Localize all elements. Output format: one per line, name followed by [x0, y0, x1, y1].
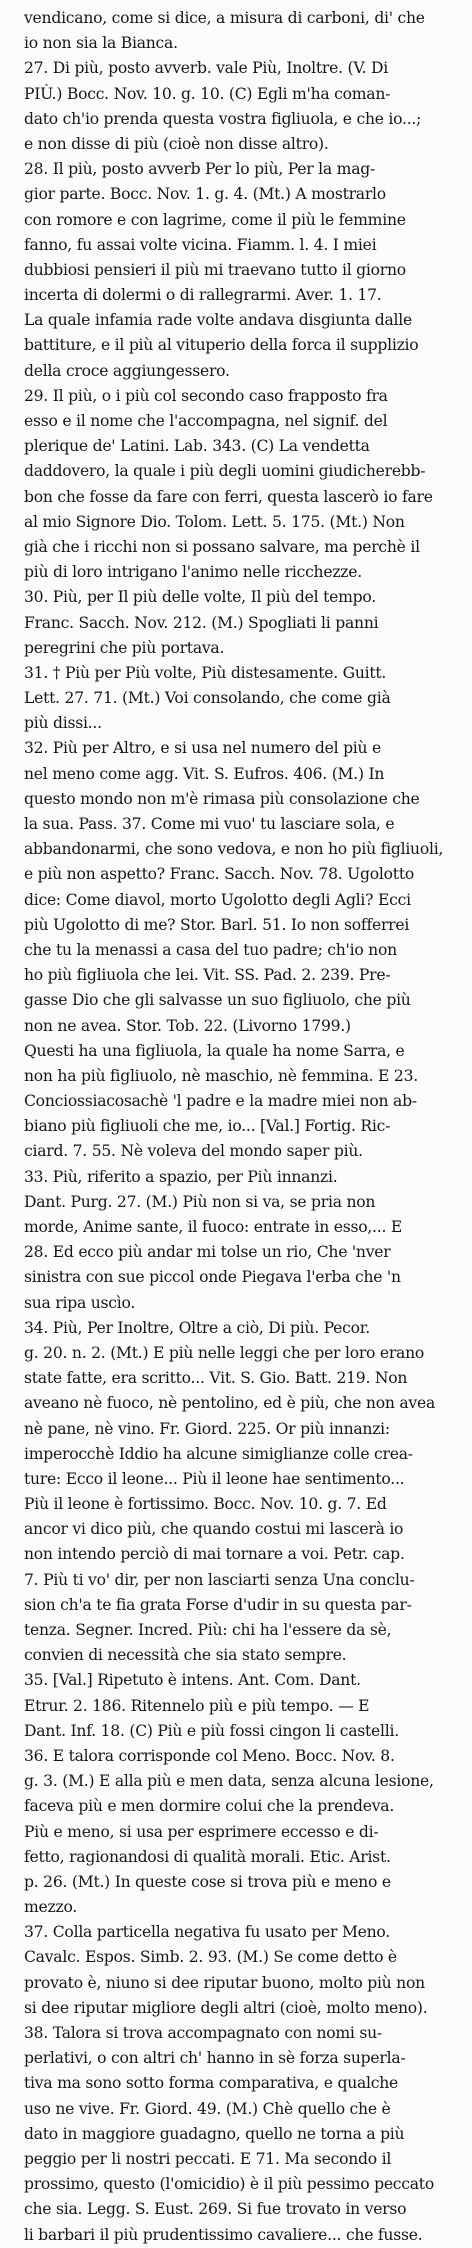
- text-line: 37. Colla particella negativa fu usato per Meno.: [24, 1923, 391, 1942]
- text-line: 28. Il più, posto avverb Per lo più, Per la mag-: [24, 160, 376, 179]
- text-line: la sua. Pass. 37. Come mi vuo' tu lasciare sola, e: [24, 815, 395, 833]
- text-line: e non disse di più (cioè non disse altro).: [24, 134, 329, 153]
- text-line: battiture, e il più al vituperio della forca il supplizio: [24, 336, 419, 355]
- text-line: fanno, fu assai volte vicina. Fiamm. l. 4. I miei: [24, 235, 377, 254]
- text-line: più dissi...: [24, 714, 102, 733]
- text-line: mezzo.: [24, 1898, 78, 1917]
- text-line: Conciossiacosachè 'l padre e la madre miei non ab-: [24, 1092, 417, 1111]
- text-line: daddovero, la quale i più degli uomini giudicherebb-: [24, 462, 426, 481]
- text-line: dato in maggiore guadagno, quello ne torna a più: [24, 2124, 405, 2143]
- text-line: provato è, niuno si dee riputar buono, molto più non: [24, 1973, 425, 1992]
- text-line: prossimo, questo (l'omicidio) è il più pessimo peccato: [24, 2175, 434, 2194]
- text-line: esso e il nome che l'accompagna, nel signif. del: [24, 412, 388, 430]
- text-line: li barbari il più prudentissimo cavaliere... che fusse.: [24, 2225, 423, 2244]
- text-line: al mio Signore Dio. Tolom. Lett. 5. 175. (Mt.) Non: [24, 512, 405, 531]
- text-line: Dant. Purg. 27. (M.) Più non si va, se pria non: [24, 1192, 376, 1211]
- text-line: fetto, ragionandosi di qualità morali. Etic. Arist.: [24, 1847, 391, 1866]
- text-line: convien di necessità che sia stato sempre.: [24, 1646, 347, 1665]
- text-line: più Ugolotto di me? Stor. Barl. 51. Io non sofferrei: [24, 915, 410, 934]
- text-line: 35. [Val.] Ripetuto è intens. Ant. Com. Dant.: [24, 1671, 361, 1690]
- text-line: 7. Più ti vo' dir, per non lasciarti senza Una conclu-: [24, 1570, 415, 1589]
- text-line: 33. Più, riferito a spazio, per Più innanzi.: [24, 1167, 338, 1186]
- text-line: ancor vi dico più, che quando costui mi lascerà io: [24, 1520, 404, 1539]
- text-line: state fatte, era scritto... Vit. S. Gio. Batt. 219. Non: [24, 1369, 408, 1388]
- text-line: Più e meno, si usa per esprimere eccesso e di-: [24, 1822, 379, 1841]
- text-line: perlativi, o con altri ch' hanno in sè forza superla-: [24, 2049, 406, 2068]
- text-line: uso ne vive. Fr. Giord. 49. (M.) Chè quello che è: [24, 2099, 391, 2118]
- text-line: io non sia la Bianca.: [24, 34, 178, 53]
- text-line: abbandonarmi, che sono vedova, e non ho più figliuoli,: [24, 840, 444, 859]
- text-line: plerique de' Latini. Lab. 343. (C) La vendetta: [24, 437, 370, 456]
- text-line: si dee riputar migliore degli altri (cioè, molto meno).: [24, 1998, 428, 2017]
- text-line: incerta di dolermi o di rallegrarmi. Aver. 1. 17.: [24, 286, 382, 305]
- text-line: e più non aspetto? Franc. Sacch. Nov. 78. Ugolotto: [24, 865, 414, 884]
- text-line: peggio per li nostri peccati. E 71. Ma secondo il: [24, 2149, 392, 2168]
- text-line: tiva ma sono sotto forma comparativa, e qualche: [24, 2074, 399, 2093]
- text-line: sua ripa uscìo.: [24, 1293, 136, 1312]
- text-line: 31. † Più per Più volte, Più distesamente. Guitt.: [24, 663, 387, 682]
- text-line: Questi ha una figliuola, la quale ha nome Sarra, e: [24, 1041, 405, 1060]
- text-line: La quale infamia rade volte andava disgiunta dalle: [24, 311, 412, 330]
- text-line: non ha più figliuolo, nè maschio, nè femmina. E 23.: [24, 1066, 418, 1085]
- text-line: 38. Talora si trova accompagnato con nomi su-: [24, 2024, 382, 2042]
- text-line: bon che fosse da fare con ferri, questa lascerò io fare: [24, 487, 433, 506]
- text-line: che sia. Legg. S. Eust. 269. Si fue trovato in verso: [24, 2200, 407, 2219]
- text-line: PIÙ.) Bocc. Nov. 10. g. 10. (C) Egli m'ha coman-: [24, 84, 391, 103]
- text-line: con romore e con lagrime, come il più le femmine: [24, 210, 406, 229]
- text-line: 29. Il più, o i più col secondo caso frapposto fra: [24, 386, 388, 405]
- text-line: Lett. 27. 71. (Mt.) Voi consolando, che come già: [24, 689, 391, 708]
- text-line: Franc. Sacch. Nov. 212. (M.) Spogliati li panni: [24, 613, 379, 632]
- text-line: peregrini che più portava.: [24, 638, 225, 657]
- text-line: non intendo perciò di mai tornare a voi. Petr. cap.: [24, 1545, 405, 1564]
- text-line: 30. Più, per Il più delle volte, Il più del tempo.: [24, 588, 376, 607]
- text-line: Etrur. 2. 186. Ritennelo più e più tempo. — E: [24, 1696, 370, 1715]
- text-line: non ne avea. Stor. Tob. 22. (Livorno 1799.): [24, 1016, 351, 1035]
- text-line: questo mondo non m'è rimasa più consolazione che: [24, 789, 420, 808]
- text-line: imperocchè Iddio ha alcune simiglianze colle crea-: [24, 1444, 413, 1463]
- text-line: dice: Come diavol, morto Ugolotto degli Agli? Ecci: [24, 890, 411, 909]
- text-line: g. 20. n. 2. (Mt.) E più nelle leggi che per loro erano: [24, 1343, 425, 1362]
- text-line: dubbiosi pensieri il più mi traevano tutto il giorno: [24, 260, 406, 279]
- text-line: che tu la menassi a casa del tuo padre; ch'io non: [24, 940, 397, 959]
- text-line: p. 26. (Mt.) In queste cose si trova più e meno e: [24, 1872, 391, 1891]
- text-line: ciard. 7. 55. Nè voleva del mondo saper più.: [24, 1142, 363, 1161]
- text-line: ho più figliuola che lei. Vit. SS. Pad. 2. 239. Pre-: [24, 966, 391, 985]
- text-line: g. 3. (M.) E alla più e men data, senza alcuna lesione,: [24, 1772, 434, 1791]
- text-line: gior parte. Bocc. Nov. 1. g. 4. (Mt.) A mostrarlo: [24, 185, 386, 204]
- text-line: 36. E talora corrisponde col Meno. Bocc. Nov. 8.: [24, 1746, 395, 1765]
- text-line: già che i ricchi non si possano salvare, ma perchè il: [24, 537, 420, 556]
- text-line: Dant. Inf. 18. (C) Più e più fossi cingon li castelli.: [24, 1721, 399, 1740]
- text-line: faceva più e men dormire colui che la prendeva.: [24, 1797, 395, 1816]
- text-line: 32. Più per Altro, e si usa nel numero del più e: [24, 739, 382, 758]
- text-line: 27. Di più, posto avverb. vale Più, Inoltre. (V. Di: [24, 59, 389, 78]
- text-line: Cavalc. Espos. Simb. 2. 93. (M.) Se come detto è: [24, 1948, 397, 1967]
- text-line: morde, Anime sante, il fuoco: entrate in esso,... E: [24, 1218, 402, 1236]
- text-line: Più il leone è fortissimo. Bocc. Nov. 10. g. 7. Ed: [24, 1495, 387, 1514]
- text-line: dato ch'io prenda questa vostra figliuola, e che io...;: [24, 109, 422, 128]
- text-line: sion ch'a te fia grata Forse d'udir in su questa par-: [24, 1595, 412, 1614]
- text-line: tenza. Segner. Incred. Più: chi ha l'essere da sè,: [24, 1621, 392, 1639]
- text-line: biano più figliuoli che me, io... [Val.] Fortig. Ric-: [24, 1117, 391, 1136]
- text-line: gasse Dio che gli salvasse un suo figliuolo, che più: [24, 991, 411, 1010]
- text-line: della croce aggiungessero.: [24, 361, 230, 380]
- text-line: nè pane, nè vino. Fr. Giord. 225. Or più innanzi:: [24, 1419, 390, 1438]
- text-line: aveano nè fuoco, nè pentolino, ed è più, che non avea: [24, 1394, 435, 1413]
- text-line: nel meno come agg. Vit. S. Eufros. 406. (M.) In: [24, 764, 385, 783]
- text-line: 34. Più, Per Inoltre, Oltre a ciò, Di più. Pecor.: [24, 1318, 370, 1337]
- text-line: 28. Ed ecco più andar mi tolse un rio, Che 'nver: [24, 1243, 391, 1262]
- text-line: sinistra con sue piccol onde Piegava l'erba che 'n: [24, 1268, 401, 1287]
- text-line: ture: Ecco il leone... Più il leone hae sentimento...: [24, 1469, 405, 1488]
- text-line: più di loro intrigano l'animo nelle ricchezze.: [24, 563, 362, 582]
- text-line: vendicano, come si dice, a misura di carboni, di' che: [24, 9, 425, 27]
